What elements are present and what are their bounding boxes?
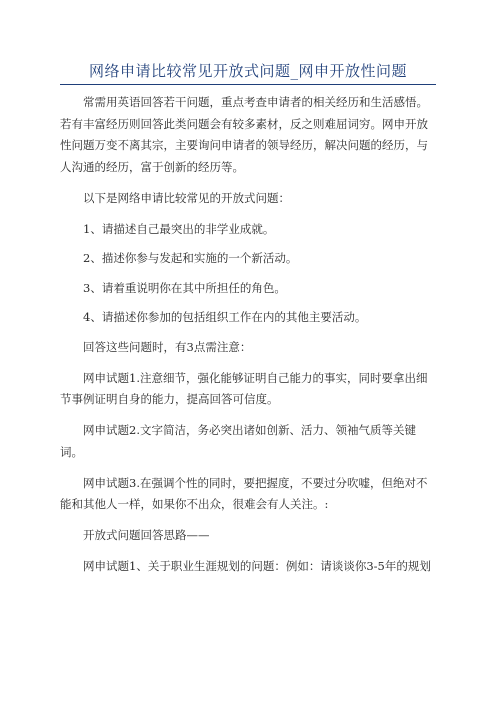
question-item-3: 3、请着重说明你在其中所担任的角色。 [83, 280, 286, 295]
question-item-1: 1、请描述自己最突出的非学业成就。 [83, 221, 275, 236]
question-item-2: 2、描述你参与发起和实施的一个新活动。 [83, 251, 298, 265]
section-heading-paragraph: 开放式问题回答思路—— [83, 528, 210, 542]
document-body [60, 92, 438, 587]
note-paragraph-3: 网申试题3.在强调个性的同时，要把握度，不要过分吹嘘，但绝对不能和其他人一样，如果你不出众，很难会有人关注。: [60, 475, 428, 511]
note-paragraph-2: 网申试题2.文字简洁，务必突出诸如创新、活力、领袖气质等关键词。 [60, 423, 416, 459]
list-intro-paragraph: 以下是网络申请比较常见的开放式问题： [83, 190, 290, 205]
intro-paragraph: 常需用英语回答若干问题，重点考查申请者的相关经历和生活感悟。若有丰富经历则回答此类问题会有较多素材，反之则难屈词穷。网申开放性问题万变不离其宗，主要询问申请者的领导经历，解决问题的经历，与人沟通的经历，富于创新的经历等。 [60, 95, 428, 174]
career-question-paragraph: 网申试题1、关于职业生涯规划的问题：例如：请谈谈你3-5年的规划 [83, 559, 431, 573]
note-paragraph-1: 网申试题1.注意细节，强化能够证明自己能力的事实，同时要拿出细节事例证明自身的能力，提高回答可信度。 [60, 370, 428, 406]
title-underline [60, 84, 436, 85]
document-title: 网络申请比较常见开放式问题_网申开放性问题 [88, 62, 407, 80]
notes-intro-paragraph: 回答这些问题时，有3点需注意： [83, 339, 252, 354]
question-item-4: 4、请描述你参加的包括组织工作在内的其他主要活动。 [83, 310, 367, 324]
